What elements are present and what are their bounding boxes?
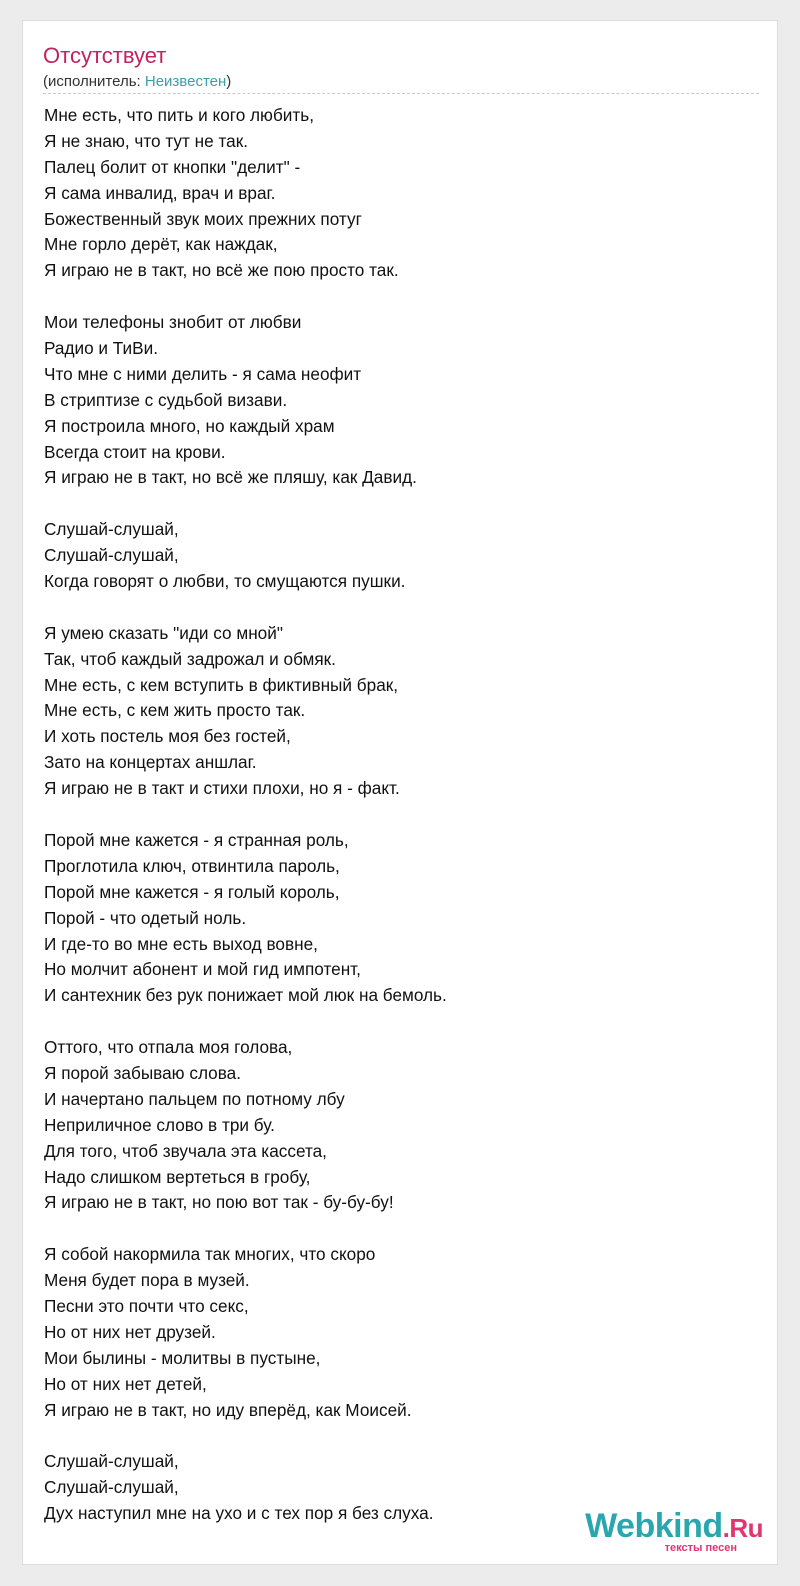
lyric-line: Мне есть, что пить и кого любить, (44, 105, 314, 125)
stanza-break (44, 1009, 764, 1035)
lyric-line: Так, чтоб каждый задрожал и обмяк. (44, 648, 336, 669)
artist-line (43, 73, 231, 91)
lyric-line: Я не знаю, что тут не так. (44, 130, 249, 151)
stanza-break (44, 1423, 764, 1449)
lyric-line: Я играю не в такт, но иду вперёд, как Моисей. (44, 1399, 412, 1420)
lyric-line: Что мне с ними делить - я сама неофит (44, 363, 362, 384)
lyrics-text (44, 103, 764, 1527)
lyric-line: Неприличное слово в три бу. (44, 1114, 275, 1135)
stanza-break (44, 491, 764, 517)
lyric-line: Радио и ТиВи. (44, 338, 158, 359)
lyric-line: Мои былины - молитвы в пустыне, (44, 1347, 321, 1368)
lyric-line: И начертано пальцем по потному лбу (44, 1088, 345, 1109)
lyrics-card (22, 20, 778, 1565)
lyric-line: Мне горло дерёт, как наждак, (44, 234, 278, 255)
lyric-line: Дух наступил мне на ухо и с тех пор я без слуха. (44, 1503, 434, 1524)
lyric-line: Слушай-слушай, (44, 519, 179, 540)
lyric-line: Песни это почти что секс, (44, 1295, 249, 1316)
stanza-break (44, 595, 764, 621)
lyric-line: Порой мне кажется - я странная роль, (44, 829, 349, 850)
lyric-line: Меня будет пора в музей. (44, 1270, 250, 1291)
lyric-line: Оттого, что отпала моя голова, (44, 1037, 293, 1058)
logo-tld: .Ru (722, 1513, 763, 1543)
site-logo[interactable] (585, 1508, 763, 1554)
lyric-line: Я играю не в такт, но всё же пляшу, как Давид. (44, 467, 417, 488)
lyric-line: Но молчит абонент и мой гид импотент, (44, 959, 361, 980)
lyric-line: Для того, чтоб звучала эта кассета, (44, 1140, 327, 1161)
stanza-break (44, 284, 764, 310)
logo-name: Webkind (585, 1507, 723, 1545)
lyric-line: И сантехник без рук понижает мой люк на бемоль. (44, 985, 447, 1006)
lyric-line: Я сама инвалид, врач и враг. (44, 182, 276, 203)
logo-tagline: тексты песен (664, 1542, 737, 1554)
artist-link[interactable]: Неизвестен (144, 73, 227, 90)
lyric-line: Слушай-слушай, (44, 1451, 179, 1472)
lyric-line: Мне есть, с кем вступить в фиктивный брак, (44, 674, 399, 695)
stanza-break (44, 802, 764, 828)
logo-wordmark (585, 1508, 763, 1546)
lyric-line: И хоть постель моя без гостей, (44, 726, 291, 747)
lyric-line: Я умею сказать "иди со мной" (44, 622, 283, 643)
lyric-line: Я построила много, но каждый храм (44, 415, 335, 436)
lyric-line: Я играю не в такт, но пою вот так - бу-бу-бу! (44, 1192, 394, 1213)
title-divider (43, 93, 759, 94)
lyric-line: Палец болит от кнопки "делит" - (44, 156, 301, 177)
lyric-line: Божественный звук моих прежних потуг (44, 208, 362, 229)
artist-prefix: (исполнитель: (43, 73, 145, 90)
lyric-line: Слушай-слушай, (44, 545, 179, 566)
lyric-line: Я собой накормила так многих, что скоро (44, 1244, 376, 1265)
lyric-line: Зато на концертах аншлаг. (44, 752, 257, 773)
lyric-line: Но от них нет друзей. (44, 1321, 216, 1342)
lyric-line: Всегда стоит на крови. (44, 441, 226, 462)
lyric-line: Надо слишком вертеться в гробу, (44, 1166, 311, 1187)
lyric-line: Я играю не в такт и стихи плохи, но я - факт. (44, 778, 400, 799)
lyric-line: Мои телефоны знобит от любви (44, 312, 302, 333)
lyric-line: Я играю не в такт, но всё же пою просто так. (44, 260, 399, 281)
stanza-break (44, 1216, 764, 1242)
lyric-line: Когда говорят о любви, то смущаются пушки. (44, 571, 406, 592)
lyric-line: В стриптизе с судьбой визави. (44, 389, 288, 410)
lyric-line: Мне есть, с кем жить просто так. (44, 700, 306, 721)
lyric-line: Но от них нет детей, (44, 1373, 207, 1394)
lyric-line: И где-то во мне есть выход вовне, (44, 933, 318, 954)
lyric-line: Я порой забываю слова. (44, 1062, 241, 1083)
song-title: Отсутствует (43, 43, 167, 68)
lyric-line: Проглотила ключ, отвинтила пароль, (44, 855, 340, 876)
lyric-line: Порой - что одетый ноль. (44, 907, 247, 928)
lyric-line: Порой мне кажется - я голый король, (44, 881, 340, 902)
artist-suffix: ) (226, 73, 232, 90)
lyric-line: Слушай-слушай, (44, 1477, 179, 1498)
